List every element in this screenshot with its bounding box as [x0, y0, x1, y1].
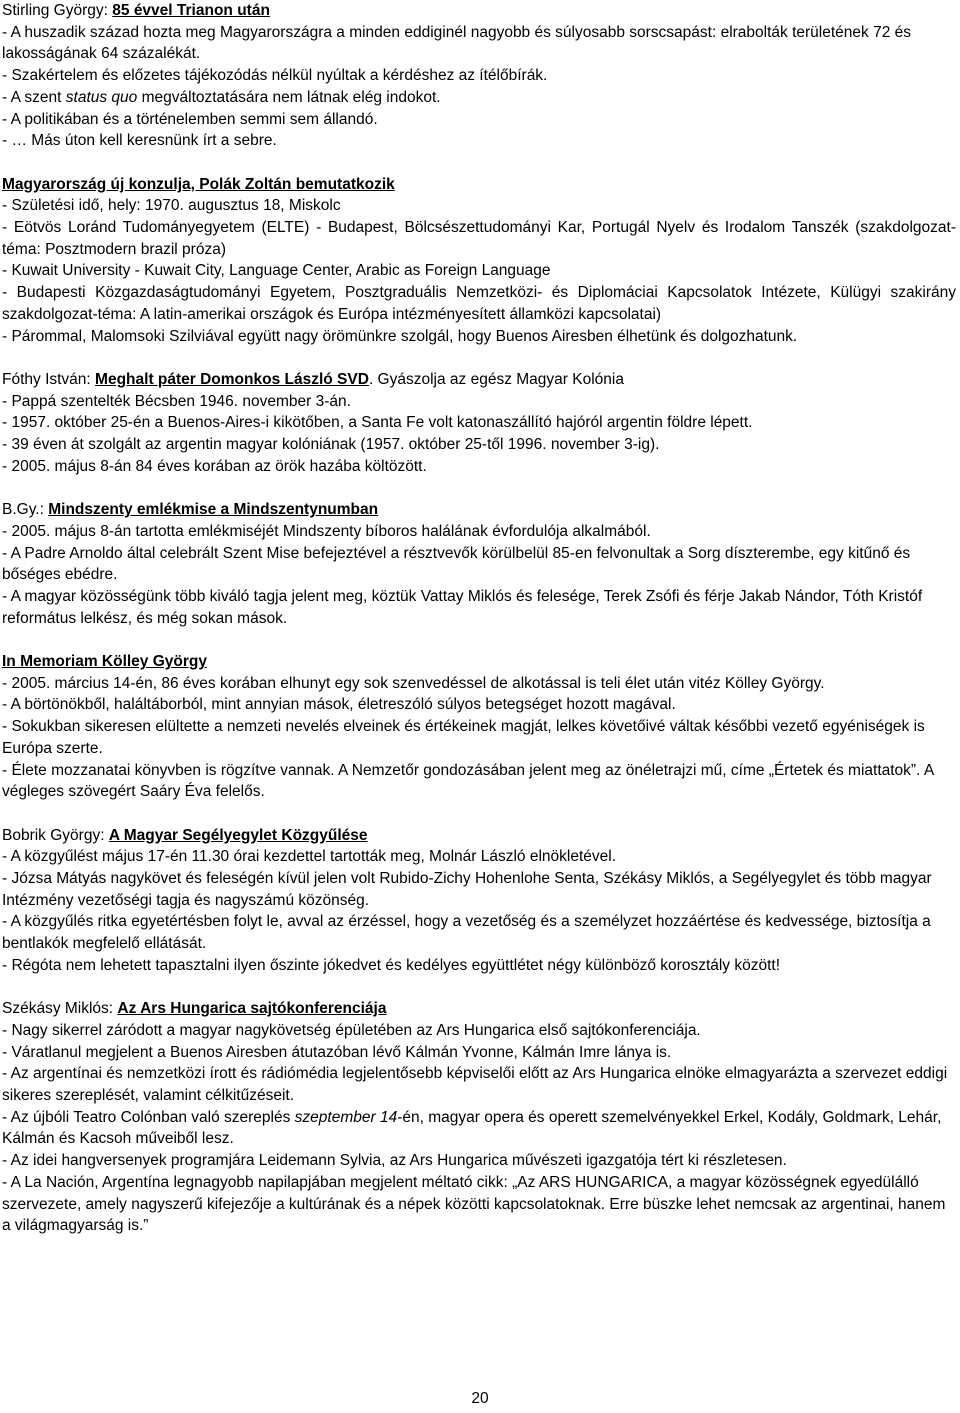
article-konzul: [2, 174, 956, 348]
article-domonkos: [2, 369, 956, 478]
bullet-line: - A közgyűlés ritka egyetértésben folyt le, avval az érzéssel, hogy a vezetőség és a személyzet hozzáértése és kedvessége, biztosítja a bentlakók megfelelő ellátását.: [2, 913, 931, 953]
article-title: 85 évvel Trianon után: [112, 2, 270, 19]
article-heading: [2, 998, 956, 1020]
bullet-line: - 39 éven át szolgált az argentin magyar kolóniának (1957. október 25-től 1996. november 3-ig).: [2, 436, 660, 454]
article-title: A Magyar Segélyegylet Közgyűlése: [108, 826, 368, 844]
bullet-line: - 2005. május 8-án 84 éves korában az örök hazába költözött.: [2, 457, 427, 475]
article-mindszenty: [2, 499, 956, 629]
bullet-line: - A magyar közösségünk több kiváló tagja jelent meg, köztük Vattay Miklós és felesége, Terek Zsófi és férje Jakab Nándor, Tóth Kristóf református lelkész, és még sokan mások.: [2, 587, 923, 627]
bullet-line: - … Más úton kell keresnünk írt a sebre.: [2, 132, 277, 150]
article-ars-hungarica: [2, 998, 956, 1237]
article-heading: [2, 0, 956, 22]
bullet-line: - Az újbóli Teatro Colónban való szereplés szeptember 14-én, magyar opera és operett szemelvényekkel Erkel, Kodály, Goldmark, Lehár, Kálmán és Kacsoh műveiből lesz.: [2, 1108, 942, 1148]
author: B.Gy.:: [2, 501, 49, 519]
article-title: Mindszenty emlékmise a Mindszentynumban: [48, 501, 379, 519]
bullet-line: - Kuwait University - Kuwait City, Language Center, Arabic as Foreign Language: [2, 262, 551, 280]
page-number: 20: [471, 1390, 489, 1407]
article-trianon: [2, 0, 956, 152]
bullet-line: - 2005. május 8-án tartotta emlékmiséjét Mindszenty bíboros halálának évfordulója alkalmából.: [2, 522, 651, 540]
article-segelyegylet: [2, 825, 956, 977]
document-page: [2, 0, 956, 1237]
bullet-line: - A Padre Arnoldo által celebrált Szent Mise befejeztével a résztvevők körülbelül 85-en felvonultak a Sorg díszterembe, egy kitűnő és bőséges ebédre.: [2, 544, 911, 584]
bullet-line: - A La Nación, Argentína legnagyobb napilapjában megjelent méltató cikk: „Az ARS HUNGARICA, a magyar közösségnek egyedülálló szervezete, amely nagyszerű kifejezője a kultúrának és a népek közötti kapcsolatoknak. Erre büszke lehet nemcsak az argentinai, hanem a világmagyarság is.”: [2, 1173, 946, 1235]
bullet-line: - A közgyűlést május 17-én 11.30 órai kezdettel tartották meg, Molnár László elnökletével.: [2, 848, 617, 866]
bullet-line: - Szakértelem és előzetes tájékozódás nélkül nyúltak a kérdéshez az ítélőbírák.: [2, 67, 548, 85]
article-heading: [2, 499, 956, 521]
bullet-line: - A börtönökből, haláltáborból, mint annyian mások, életreszóló súlyos betegséget hozott magával.: [2, 696, 676, 714]
author: Székásy Miklós:: [2, 1000, 118, 1018]
bullet-line: - Az argentínai és nemzetközi írott és rádiómédia legjelentősebb képviselői előtt az Ars Hungarica elnöke elmagyarázta a szervezet eddigi sikeres szereplését, valamint célkitűzéseit.: [2, 1065, 948, 1105]
article-title: In Memoriam Kölley György: [2, 653, 207, 671]
author: Stirling György:: [2, 2, 113, 19]
italic-date: szeptember 14: [294, 1108, 398, 1126]
article-title: Az Ars Hungarica sajtókonferenciája: [117, 1000, 387, 1018]
bullet-line: - Váratlanul megjelent a Buenos Airesben átutazóban lévő Kálmán Yvonne, Kálmán Imre lánya is.: [2, 1043, 672, 1061]
bullet-line: - Pappá szentelték Bécsben 1946. november 3-án.: [2, 392, 351, 410]
article-title: Meghalt páter Domonkos László SVD: [95, 370, 369, 388]
bullet-line: - 2005. március 14-én, 86 éves korában elhunyt egy sok szenvedéssel de alkotással is teli élet után vitéz Kölley György.: [2, 674, 825, 692]
bullet-line: - Sokukban sikeresen elültette a nemzeti nevelés elveinek és értékeinek magját, lelkes követőivé váltak későbbi vezető egyéniségek is Európa szerte.: [2, 718, 925, 757]
bullet-line: - A politikában és a történelemben semmi sem állandó.: [2, 110, 378, 128]
bullet-line: - Az idei hangversenyek programjára Leidemann Sylvia, az Ars Hungarica művészeti igazgatója tért ki részletesen.: [2, 1152, 787, 1170]
bullet-line: - Budapesti Közgazdaságtudományi Egyetem, Posztgraduális Nemzetközi- és Diplomáciai Kapcsolatok Intézete, Külügyi szakirány szakdolgozat-téma: A latin-amerikai országok és Európa intézményesített államközi kapcsolatai): [2, 284, 956, 323]
bullet-line: - Születési idő, hely: 1970. augusztus 18, Miskolc: [2, 197, 341, 215]
bullet-line: - A huszadik század hozta meg Magyarországra a minden eddiginél nagyobb és súlyosabb sorscsapást: elrabolták területének 72 és lakosságának 64 százalékát.: [2, 23, 912, 63]
article-title: Magyarország új konzulja, Polák Zoltán bemutatkozik: [2, 175, 395, 193]
bullet-line: - Régóta nem lehetett tapasztalni ilyen őszinte jókedvet és kedélyes együttlétet négy különböző korosztály között!: [2, 956, 781, 974]
bullet-line: - Párommal, Malomsoki Szilviával együtt nagy örömünkre szolgál, hogy Buenos Airesben élhetünk és dolgozhatunk.: [2, 327, 798, 345]
bullet-line: - Nagy sikerrel záródott a magyar nagykövetség épületében az Ars Hungarica első sajtókonferenciája.: [2, 1021, 701, 1039]
italic-term: status quo: [65, 88, 138, 106]
bullet-line: - A szent status quo megváltoztatására nem látnak elég indokot.: [2, 88, 441, 106]
author: Fóthy István:: [2, 370, 96, 388]
bullet-line: - Eötvös Loránd Tudományegyetem (ELTE) - Budapest, Bölcsészettudományi Kar, Portugál Nyelv és Irodalom Tanszék (szakdolgozat-téma: Posztmodern brazil próza): [2, 219, 956, 258]
article-kolley: [2, 651, 956, 803]
bullet-line: - Élete mozzanatai könyvben is rögzítve vannak. A Nemzetőr gondozásában jelent meg az önéletrajzi mű, címe „Értetek és miattatok”. A végleges szövegért Saáry Éva felelős.: [2, 761, 934, 801]
article-heading: [2, 825, 956, 847]
bullet-line: - Józsa Mátyás nagykövet és feleségén kívül jelen volt Rubido-Zichy Hohenlohe Senta, Székásy Miklós, a Segélyegylet és több magyar Intézmény vezetőségi tagja és nagyszámú közönség.: [2, 870, 932, 909]
author: Bobrik György:: [2, 826, 109, 844]
bullet-line: - 1957. október 25-én a Buenos-Aires-i kikötőben, a Santa Fe volt katonaszállító hajóról argentin földre lépett.: [2, 414, 753, 432]
article-heading: Fóthy István: Meghalt páter Domonkos László SVD. Gyászolja az egész Magyar Kolónia: [2, 370, 624, 388]
